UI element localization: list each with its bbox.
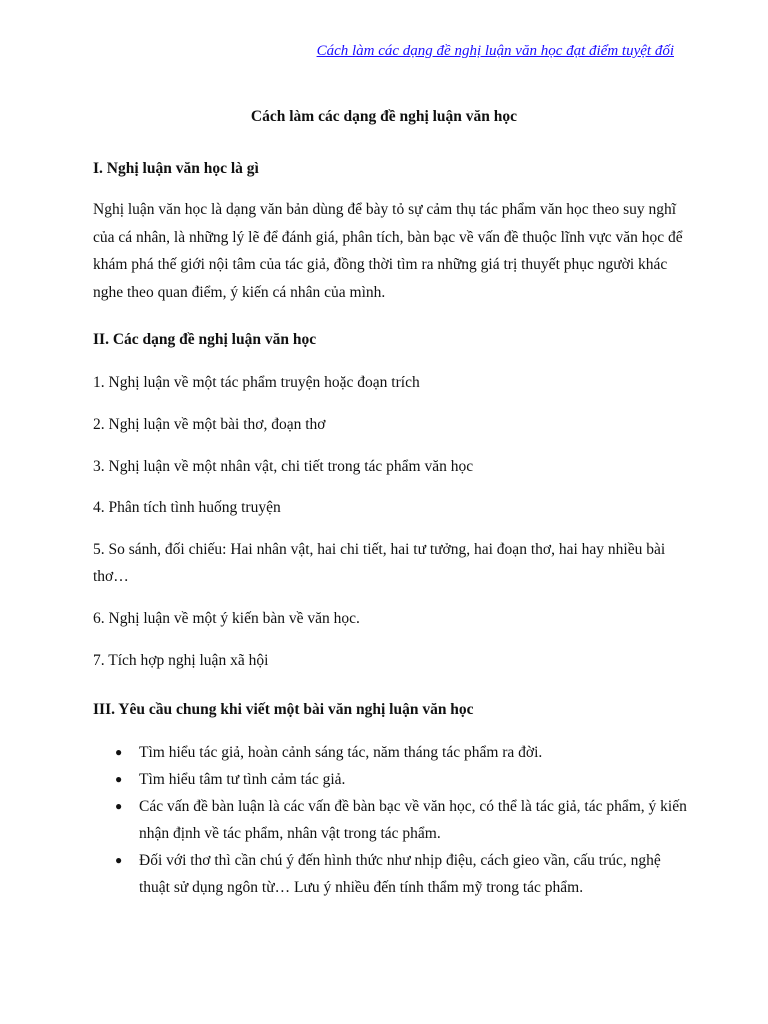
bullet-icon: ● [115,799,123,813]
list-item: 4. Phân tích tình huống truyện [93,499,281,516]
bullet-text: Tìm hiểu tác giả, hoàn cảnh sáng tác, năm tháng tác phẩm ra đời. [139,744,543,761]
bullet-text: Các vấn đề bàn luận là các vấn đề bàn bạc về văn học, có thể là tác giả, tác phẩm, ý kiến nhận định về tác phẩm, nhân vật trong tác phẩm. [139,798,687,842]
list-item: 2. Nghị luận về một bài thơ, đoạn thơ [93,416,326,433]
list-item: 3. Nghị luận về một nhân vật, chi tiết trong tác phẩm văn học [93,458,474,475]
document-title: Cách làm các dạng đề nghị luận văn học [250,108,518,125]
bullet-icon: ● [115,772,123,786]
list-item: 6. Nghị luận về một ý kiến bàn về văn học. [93,610,360,627]
section-1-paragraph: Nghị luận văn học là dạng văn bản dùng để bày tỏ sự cảm thụ tác phẩm văn học theo suy nghĩ của cá nhân, là những lý lẽ để đánh giá, phân tích, bàn bạc về vấn đề thuộc lĩnh vực văn học để khám phá thế giới nội tâm của tác giả, đồng thời tìm ra những giá trị thuyết phục người khác nghe theo quan điểm, ý kiến cá nhân của mình. [93,201,683,301]
list-item: 5. So sánh, đối chiếu: Hai nhân vật, hai chi tiết, hai tư tưởng, hai đoạn thơ, hai hay nhiều bài thơ… [93,541,666,585]
list-item: 1. Nghị luận về một tác phẩm truyện hoặc đoạn trích [93,374,420,391]
header-link[interactable]: Cách làm các dạng đề nghị luận văn học đạt điểm tuyệt đối [316,43,674,59]
bullet-item [93,847,693,901]
section-heading-3: III. Yêu cầu chung khi viết một bài văn nghị luận văn học [93,701,474,718]
list-item: 7. Tích hợp nghị luận xã hội [93,652,269,669]
bullet-item [93,793,693,847]
bullet-icon: ● [115,745,123,759]
bullet-text: Tìm hiểu tâm tư tình cảm tác giả. [139,771,346,788]
requirements-bullet-list [93,739,693,901]
section-heading-1: I. Nghị luận văn học là gì [93,160,259,177]
bullet-item [93,739,693,766]
section-heading-2: II. Các dạng đề nghị luận văn học [93,331,317,348]
bullet-text: Đối với thơ thì cần chú ý đến hình thức như nhịp điệu, cách gieo vần, cấu trúc, nghệ thuật sử dụng ngôn từ… Lưu ý nhiều đến tính thẩm mỹ trong tác phẩm. [139,852,661,896]
bullet-item [93,766,693,793]
bullet-icon: ● [115,853,123,867]
